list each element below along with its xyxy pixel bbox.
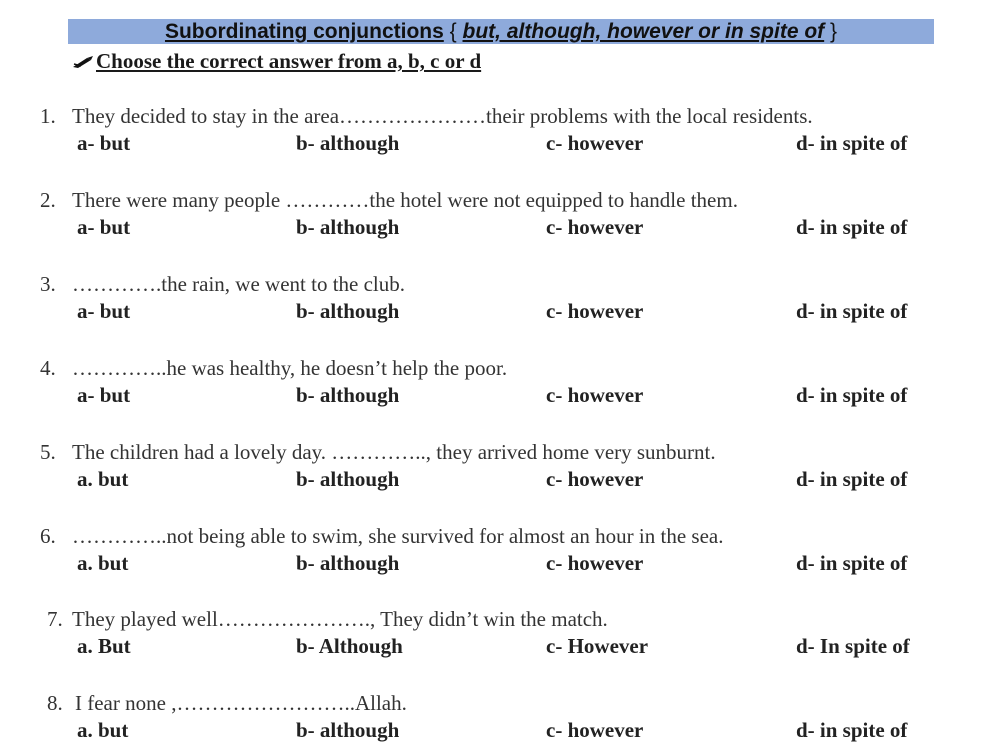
option-b[interactable]: b- although xyxy=(296,131,400,155)
title-conjunction-list: but, although, however or in spite of xyxy=(462,20,825,43)
question-number: 6. xyxy=(40,524,56,548)
option-c[interactable]: c- however xyxy=(546,131,644,155)
option-b[interactable]: b- Although xyxy=(296,634,403,658)
option-a[interactable]: a. But xyxy=(77,634,131,658)
option-c[interactable]: c- however xyxy=(546,299,644,323)
option-b[interactable]: b- although xyxy=(296,299,400,323)
option-c[interactable]: c- however xyxy=(546,551,644,575)
instruction-text: Choose the correct answer from a, b, c or d xyxy=(96,49,482,73)
question-number: 5. xyxy=(40,440,56,464)
option-d[interactable]: d- in spite of xyxy=(796,299,908,323)
question-text: The children had a lovely day. ………….., they arrived home very sunburnt. xyxy=(72,440,716,464)
option-a[interactable]: a- but xyxy=(77,299,131,323)
question-6 xyxy=(0,523,1000,583)
question-4 xyxy=(0,355,1000,415)
option-c[interactable]: c- however xyxy=(546,467,644,491)
title-brace-open: { xyxy=(449,20,457,43)
option-d[interactable]: d- In spite of xyxy=(796,634,910,658)
option-a[interactable]: a. but xyxy=(77,467,129,491)
option-c[interactable]: c- however xyxy=(546,215,644,239)
question-text: ………….the rain, we went to the club. xyxy=(72,272,406,296)
option-d[interactable]: d- in spite of xyxy=(796,215,908,239)
title-main: Subordinating conjunctions xyxy=(164,20,444,43)
question-number: 2. xyxy=(40,188,56,212)
instruction xyxy=(72,47,481,75)
option-b[interactable]: b- although xyxy=(296,467,400,491)
question-text: I fear none ,……………………..Allah. xyxy=(75,691,407,715)
option-d[interactable]: d- in spite of xyxy=(796,383,908,407)
question-text: They played well…………………., They didn’t win the match. xyxy=(72,607,608,631)
question-number: 8. xyxy=(47,691,63,715)
title-brace-close: } xyxy=(830,20,838,43)
option-c[interactable]: c- however xyxy=(546,383,644,407)
question-text: …………..he was healthy, he doesn’t help the poor. xyxy=(72,356,508,380)
question-text: …………..not being able to swim, she survived for almost an hour in the sea. xyxy=(72,524,724,548)
option-a[interactable]: a- but xyxy=(77,131,131,155)
question-7 xyxy=(0,606,1000,666)
option-c[interactable]: c- However xyxy=(546,634,649,658)
question-number: 1. xyxy=(40,104,56,128)
worksheet-title xyxy=(68,19,934,44)
option-a[interactable]: a- but xyxy=(77,215,131,239)
option-c[interactable]: c- however xyxy=(546,718,644,742)
option-a[interactable]: a- but xyxy=(77,383,131,407)
option-a[interactable]: a. but xyxy=(77,718,129,742)
question-2 xyxy=(0,187,1000,247)
question-number: 7. xyxy=(47,607,63,631)
option-d[interactable]: d- in spite of xyxy=(796,551,908,575)
question-3 xyxy=(0,271,1000,331)
option-d[interactable]: d- in spite of xyxy=(796,718,908,742)
option-a[interactable]: a. but xyxy=(77,551,129,575)
question-number: 3. xyxy=(40,272,56,296)
question-text: They decided to stay in the area…………………their problems with the local residents. xyxy=(72,104,813,128)
option-d[interactable]: d- in spite of xyxy=(796,131,908,155)
option-d[interactable]: d- in spite of xyxy=(796,467,908,491)
option-b[interactable]: b- although xyxy=(296,215,400,239)
question-8 xyxy=(0,690,1000,750)
question-5 xyxy=(0,439,1000,499)
question-1 xyxy=(0,103,1000,163)
option-b[interactable]: b- although xyxy=(296,383,400,407)
writing-hand-icon xyxy=(72,55,94,69)
option-b[interactable]: b- although xyxy=(296,551,400,575)
question-number: 4. xyxy=(40,356,56,380)
option-b[interactable]: b- although xyxy=(296,718,400,742)
question-text: There were many people …………the hotel were not equipped to handle them. xyxy=(72,188,738,212)
